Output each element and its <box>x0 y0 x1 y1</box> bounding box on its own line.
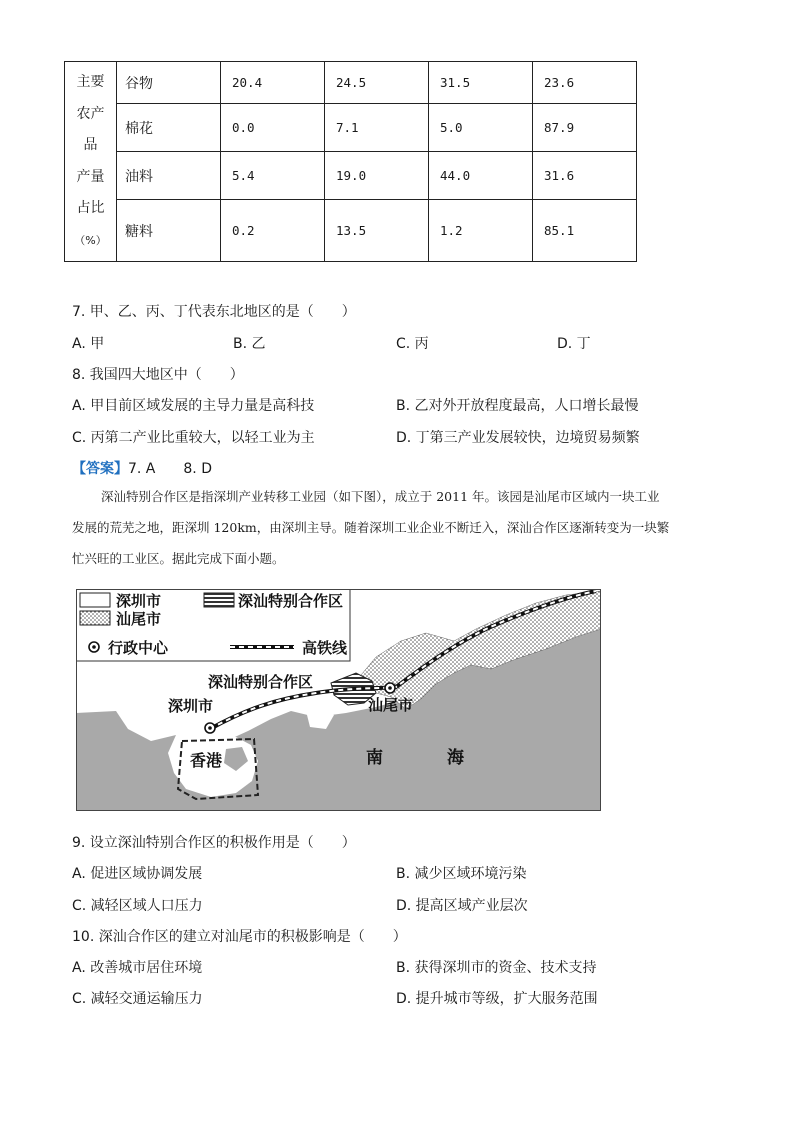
legend-zone-label: 深汕特别合作区 <box>238 592 344 610</box>
row-header <box>65 62 117 262</box>
q7-option-c[interactable]: C. 丙 <box>396 336 429 352</box>
map-zone-label: 深汕特别合作区 <box>208 673 314 691</box>
row-header-line: （%） <box>74 233 107 247</box>
table-cell: 85.1 <box>533 200 637 262</box>
crop-name: 棉花 <box>117 104 221 152</box>
q10-option-d[interactable]: D. 提升城市等级，扩大服务范围 <box>396 991 598 1007</box>
table-cell: 19.0 <box>325 152 429 200</box>
table-cell: 0.0 <box>221 104 325 152</box>
q9-option-b[interactable]: B. 减少区域环境污染 <box>396 866 527 882</box>
table-cell: 87.9 <box>533 104 637 152</box>
answer-text: 7. A 8. D <box>128 461 212 477</box>
row-header-line: 品 <box>83 137 98 153</box>
legend-shanwei-swatch <box>80 611 110 625</box>
legend-admin-center-icon <box>89 642 99 652</box>
table-row <box>65 200 637 262</box>
q8-option-d[interactable]: D. 丁第三产业发展较快，边境贸易频繁 <box>396 430 640 446</box>
production-table <box>64 61 637 262</box>
shenzhen-admin-center-icon <box>205 723 215 733</box>
map-hongkong-label: 香港 <box>190 751 223 770</box>
answer-tag: 【答案】 <box>72 461 128 477</box>
table-cell: 31.6 <box>533 152 637 200</box>
q9-option-d[interactable]: D. 提高区域产业层次 <box>396 898 528 914</box>
table-cell: 0.2 <box>221 200 325 262</box>
table-cell: 23.6 <box>533 62 637 104</box>
table-row <box>65 152 637 200</box>
table-cell: 5.0 <box>429 104 533 152</box>
table-row <box>65 62 637 104</box>
passage-line: 深汕特别合作区是指深圳产业转移工业园（如下图），成立于 2011 年。该园是汕尾市区域内一块工业 <box>101 489 660 504</box>
row-header-line: 占比 <box>76 200 105 216</box>
answer-line <box>72 458 212 478</box>
table-cell: 44.0 <box>429 152 533 200</box>
row-header-line: 产量 <box>76 168 105 185</box>
crop-name: 谷物 <box>117 62 221 104</box>
q8-option-a[interactable]: A. 甲目前区域发展的主导力量是高科技 <box>72 398 315 414</box>
q9-option-a[interactable]: A. 促进区域协调发展 <box>72 866 203 882</box>
q7-option-d[interactable]: D. 丁 <box>557 336 591 352</box>
row-header-line: 主要 <box>76 74 105 90</box>
question-10-stem: 10. 深汕合作区的建立对汕尾市的积极影响是（ ） <box>72 929 407 945</box>
question-7-stem: 7. 甲、乙、丙、丁代表东北地区的是（ ） <box>72 304 356 320</box>
table-row <box>65 104 637 152</box>
shenzhen-shanwei-map <box>76 589 601 811</box>
shanwei-admin-center-icon <box>385 683 395 693</box>
q7-option-b[interactable]: B. 乙 <box>233 336 266 352</box>
legend-admin-center-label: 行政中心 <box>108 639 169 657</box>
q10-option-a[interactable]: A. 改善城市居住环境 <box>72 960 203 976</box>
crop-name: 糖料 <box>117 200 221 262</box>
q8-option-b[interactable]: B. 乙对外开放程度最高，人口增长最慢 <box>396 398 639 414</box>
passage-line: 忙兴旺的工业区。据此完成下面小题。 <box>72 551 285 566</box>
question-9-stem: 9. 设立深汕特别合作区的积极作用是（ ） <box>72 835 356 851</box>
legend-shenzhen-label: 深圳市 <box>116 592 162 610</box>
q9-option-c[interactable]: C. 减轻区域人口压力 <box>72 898 203 914</box>
table-cell: 13.5 <box>325 200 429 262</box>
map-sea-label: 海 <box>447 748 464 768</box>
table-cell: 20.4 <box>221 62 325 104</box>
table-cell: 24.5 <box>325 62 429 104</box>
table-cell: 31.5 <box>429 62 533 104</box>
q8-option-c[interactable]: C. 丙第二产业比重较大，以轻工业为主 <box>72 430 315 446</box>
q10-option-c[interactable]: C. 减轻交通运输压力 <box>72 991 203 1007</box>
q10-option-b[interactable]: B. 获得深圳市的资金、技术支持 <box>396 960 597 976</box>
legend-zone-swatch <box>204 593 234 607</box>
crop-name: 油料 <box>117 152 221 200</box>
table-cell: 5.4 <box>221 152 325 200</box>
table-cell: 1.2 <box>429 200 533 262</box>
legend-hsr-label: 高铁线 <box>302 639 348 657</box>
map-south-label: 南 <box>366 748 383 768</box>
question-8-stem: 8. 我国四大地区中（ ） <box>72 367 244 383</box>
table-cell: 7.1 <box>325 104 429 152</box>
legend-shanwei-label: 汕尾市 <box>116 610 162 628</box>
q7-option-a[interactable]: A. 甲 <box>72 336 105 352</box>
legend-shenzhen-swatch <box>80 593 110 607</box>
passage-line: 发展的荒芜之地，距深圳 120km，由深圳主导。随着深圳工业企业不断迁入，深汕合作区逐渐转变为一块繁 <box>72 520 670 535</box>
map-shanwei-label: 汕尾市 <box>368 696 414 714</box>
map-shenzhen-label: 深圳市 <box>168 697 214 715</box>
row-header-line: 农产 <box>76 105 105 122</box>
